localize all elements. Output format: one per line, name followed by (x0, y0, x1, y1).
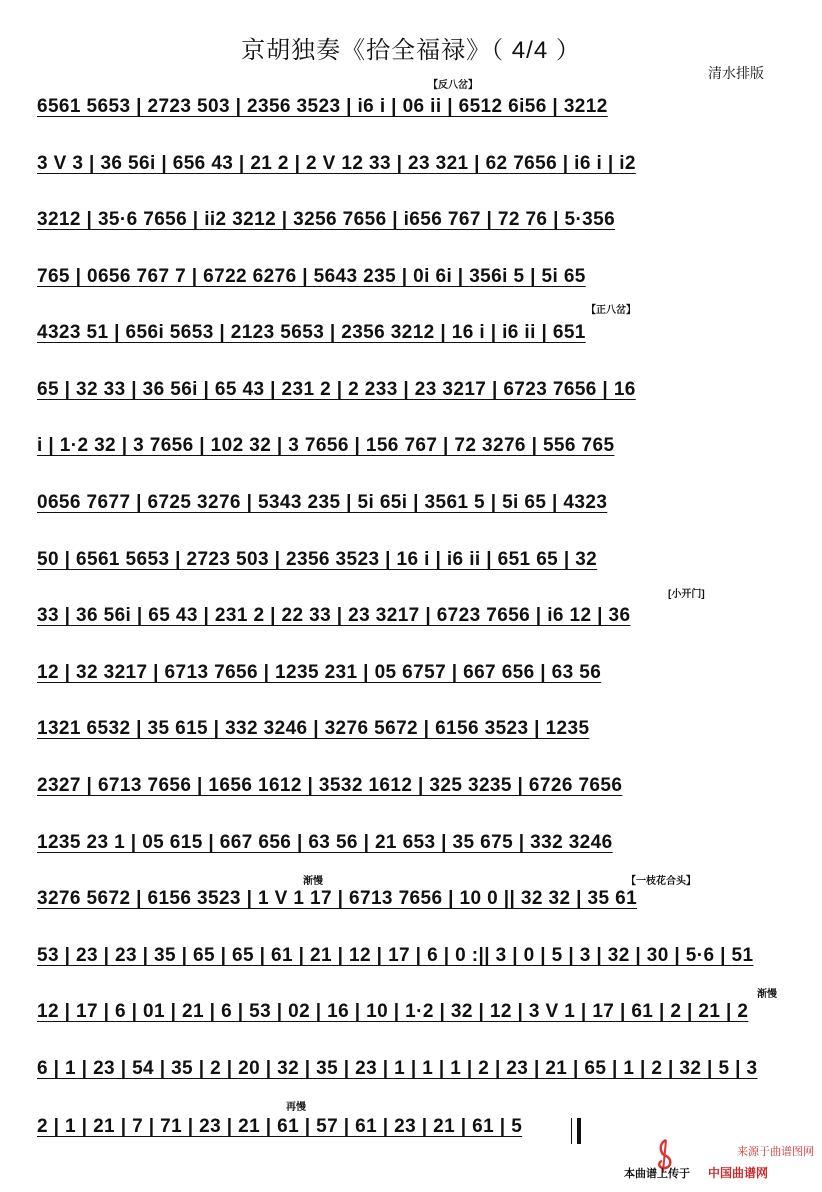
section-mark-xiao-kai-men: [小开门] (668, 589, 705, 600)
score-line-12: 1321 6532 | 35 615 | 332 3246 | 3276 5672 | 6156 3523 | 1235 (37, 718, 590, 739)
score-line-14: 1235 23 1 | 05 615 | 667 656 | 63 56 | 21 653 | 35 675 | 332 3246 (37, 832, 613, 853)
score-line-6: 65 | 32 33 | 36 56i | 65 43 | 231 2 | 2 233 | 23 3217 | 6723 7656 | 16 (37, 379, 636, 400)
score-line-8: 0656 7677 | 6725 3276 | 5343 235 | 5i 65i | 3561 5 | 5i 65 | 4323 (37, 492, 608, 513)
tempo-mark-jian-man-1: 渐慢 (303, 876, 323, 887)
score-line-11: 12 | 32 3217 | 6713 7656 | 1235 231 | 05 6757 | 667 656 | 63 56 (37, 662, 602, 683)
page-title: 京胡独奏《拾全福禄》（ 4/4 ） (241, 37, 581, 64)
section-mark-fan-ba-huang: 【反八岔】 (428, 80, 478, 91)
watermark-text: 来源于曲谱图网 (737, 1146, 814, 1158)
score-line-5: 4323 51 | 656i 5653 | 2123 5653 | 2356 3212 | 16 i | i6 ii | 651 (37, 322, 586, 343)
score-line-18: 6 | 1 | 23 | 54 | 35 | 2 | 20 | 32 | 35 | 23 | 1 | 1 | 1 | 2 | 23 | 21 | 65 | 1 | 2 | 32 | 5 | 3 (37, 1058, 758, 1079)
credit-label: 清水排版 (708, 65, 764, 81)
score-line-13: 2327 | 6713 7656 | 1656 1612 | 3532 1612 | 325 3235 | 6726 7656 (37, 775, 623, 796)
score-line-9: 50 | 6561 5653 | 2723 503 | 2356 3523 | 16 i | i6 ii | 651 65 | 32 (37, 549, 598, 570)
final-barline-thick (577, 1118, 581, 1144)
score-line-15: 3276 5672 | 6156 3523 | 1 V 1 17 | 6713 7656 | 10 0 || 32 32 | 35 61 (37, 888, 638, 909)
section-mark-zheng-ba-huang: 【正八岔】 (586, 305, 636, 316)
tempo-mark-jian-man-2: 渐慢 (757, 989, 777, 1000)
score-line-4: 765 | 0656 767 7 | 6722 6276 | 5643 235 | 0i 6i | 356i 5 | 5i 65 (37, 266, 586, 287)
score-line-19: 2 | 1 | 21 | 7 | 71 | 23 | 21 | 61 | 57 | 61 | 23 | 21 | 61 | 5 (37, 1116, 523, 1137)
footer-text: 本曲谱上传于 (624, 1168, 690, 1180)
score-line-3: 3212 | 35·6 7656 | ii2 3212 | 3256 7656 | i656 767 | 72 76 | 5·356 (37, 209, 616, 230)
score-line-16: 53 | 23 | 23 | 35 | 65 | 65 | 61 | 21 | 12 | 17 | 6 | 0 :|| 3 | 0 | 5 | 3 | 32 | 30 | 5·6 | 51 (37, 945, 754, 966)
score-line-1: 6561 5653 | 2723 503 | 2356 3523 | i6 i | 06 ii | 6512 6i56 | 3212 (37, 96, 608, 117)
footer-brand: 中国曲谱网 (708, 1166, 769, 1180)
score-line-10: 33 | 36 56i | 65 43 | 231 2 | 22 33 | 23 3217 | 6723 7656 | i6 12 | 36 (37, 605, 631, 626)
section-mark-yi-zhi-hua: 【一枝花合头】 (626, 876, 696, 887)
tempo-mark-zai-man: 再慢 (286, 1102, 306, 1113)
score-line-2: 3 V 3 | 36 56i | 656 43 | 21 2 | 2 V 12 33 | 23 321 | 62 7656 | i6 i | i2 (37, 153, 636, 174)
score-line-17: 12 | 17 | 6 | 01 | 21 | 6 | 53 | 02 | 16 | 10 | 1·2 | 32 | 12 | 3 V 1 | 17 | 61 | 2 | 21 | 2 (37, 1001, 749, 1022)
final-barline-thin (571, 1118, 572, 1144)
score-line-7: i | 1·2 32 | 3 7656 | 102 32 | 3 7656 | 156 767 | 72 3276 | 556 765 (37, 435, 615, 456)
